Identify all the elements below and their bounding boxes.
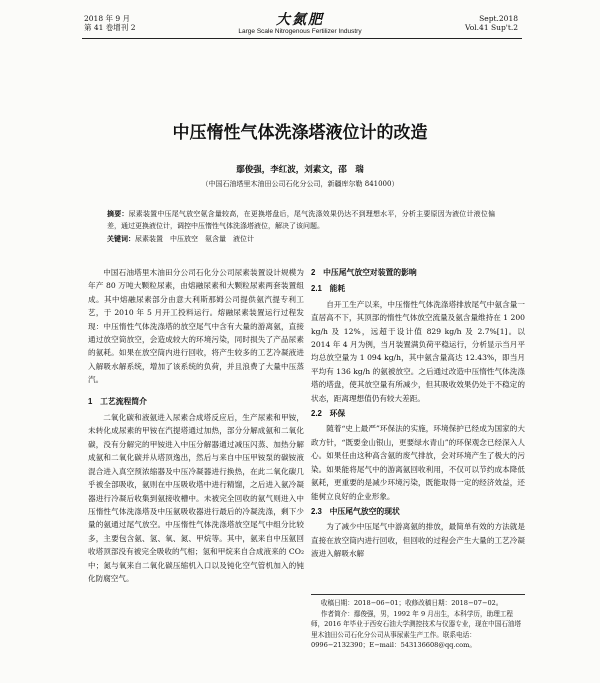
section-2-2-paragraph: 随着“史上最严”环保法的实施，环境保护已经成为国家的大政方针，“既要金山银山，更要绿水青山”的环保观念已经深入人心。如果任由这种高含氨的废气排放，会对环境产生了极大的污染。如果能将尾气中的游离氨回收利用，不仅可以节约成本降低氨耗，更重要的是减少环境污染，既能取得一定的经济效益，还能树立良好的企业形象。 — [311, 424, 525, 501]
author-affiliation: （中国石油塔里木油田公司石化分公司，新疆库尔勒 841000） — [201, 180, 399, 188]
keywords-text: 尿素装置 中压放空 氨含量 液位计 — [135, 235, 254, 243]
abstract-text: 尿素装置中压尾气放空氨含量较高，在更换塔盘后，尾气洗涤效果仍达不到理想水平，分析主要原因为液位计液位偏差，通过更换液位计，调控中压惰性气体洗涤塔液位，解决了该问题。 — [107, 210, 496, 230]
footnote — [311, 594, 525, 651]
section-heading-1: 1 工艺流程简介 — [88, 396, 147, 406]
intro-paragraph: 中国石油塔里木油田分公司石化分公司尿素装置设计规模为年产 80 万吨大颗粒尿素，由熔融尿素和大颗粒尿素两套装置组成。其中熔融尿素部分由意大利斯那姆公司提供氨汽提专利工艺，于 2010 年 5 月开工投料运行。熔融尿素装置运行过程发现：中压惰性气体洗涤塔的放空尾气中含有大量的游离氨，直接通过放空筒放空，会造成较大的环境污染，同时损失了产品尿素的氨耗。如果在放空筒内进行回收，将产生较多的工艺冷凝液进入解吸水解系统，增加了该系统的负荷，并且浪费了大量中压蒸汽。 — [88, 268, 304, 385]
body-column-left — [88, 266, 304, 585]
footnote-author-bio: 作者简介：鄢俊强，男，1992 年 9 月出生，本科学历，助理工程师，2016 年毕业于西安石油大学测控技术与仪器专业，现在中国石油塔里木油田公司石化分公司从事尿素生产工作。联系电话：0996−2132390；E−mail：543136608@qq.com。 — [311, 609, 522, 650]
section-heading-2: 2 中压尾气放空对装置的影响 — [311, 268, 417, 277]
section-heading-2-3: 2.3 中压尾气放空的现状 — [311, 506, 400, 516]
header-date-en: Sept.2018 — [479, 14, 518, 23]
section-heading-2-1: 2.1 能耗 — [311, 284, 346, 294]
footnote-dates: 收稿日期：2018−06−01；收修改稿日期：2018−07−02。 — [320, 599, 503, 607]
header-rule — [82, 38, 522, 39]
header-volume-en: Vol.41 Sup't.2 — [465, 23, 518, 32]
body-column-right — [311, 266, 525, 561]
keywords-label: 关键词： — [107, 234, 135, 243]
section-1-paragraph: 二氧化碳和液氨进入尿素合成塔反应后，生产尿素和甲铵，未转化成尿素的甲铵在汽提塔通过加热，部分分解成氨和二氧化碳，没有分解完的甲铵进入中压分解器通过减压闪蒸、加热分解成氨和二氧化碳并从塔顶逸出，然后与来自中压甲铵泵的碳铵液混合进入真空预浓缩器及中压冷凝器进行换热，在此二氧化碳几乎被全部吸收，氨则在中压吸收塔中进行精馏，之后进入氨冷凝器进行冷凝后收集到氨接收槽中。未被完全回收的氨气则进入中压惰性气体洗涤塔及中压氨吸收器进行最后的冷凝洗涤，剩下少量的氨通过尾气放空。中压惰性气体洗涤塔放空尾气中组分比较多，主要包含氨、氢、氧、氮、甲烷等。其中，氨来自中压氨回收塔顶部没有被完全吸收的气相；氢和甲烷来自合成液来的 CO₂ 中；氮与氧来自二氧化碳压缩机入口以及钝化空气管机加入的钝化防腐空气。 — [88, 413, 304, 583]
header-volume: 第 41 卷增刊 2 — [84, 23, 136, 32]
abstract — [107, 208, 495, 232]
article-title: 中压惰性气体洗涤塔液位计的改造 — [172, 123, 428, 142]
section-heading-2-2: 2.2 环保 — [311, 409, 346, 419]
section-2-3-paragraph: 为了减少中压尾气中游离氨的排放，最简单有效的方法就是直接在放空筒内进行回收，但回收的过程会产生大量的工艺冷凝液进入解吸水解 — [311, 522, 525, 559]
journal-logo: 大氮肥 — [276, 12, 324, 28]
header-date: 2018 年 9 月 — [84, 14, 131, 23]
journal-english-name: Large Scale Nitrogenous Fertilizer Industry — [238, 28, 362, 35]
abstract-label: 摘要： — [107, 209, 129, 218]
author-list: 鄢俊强，李红波，刘素文，邵 瑞 — [236, 165, 364, 175]
keywords — [107, 234, 495, 244]
section-2-1-paragraph: 自开工生产以来，中压惰性气体洗涤塔排放尾气中氨含量一直居高不下，其顶部的惰性气体放空流量及氨含量维持在 1 200 kg/h 及 12%，远超于设计值 829 kg/h 及 2.7%[1]。以 2014 年 4 月为例，当月装置满负荷平稳运行，分析显示当月平均总放空量为 1 094 kg/h，其中氨含量高达 12.43%，即当月平均有 136 kg/h 的氨被放空。之后通过改造中压惰性气体洗涤塔的塔盘，使其放空量有所减少，但其吸收效果仍处于不稳定的状态，距离理想值仍有较大差距。 — [311, 299, 525, 403]
header-issue-info-en — [465, 14, 518, 32]
